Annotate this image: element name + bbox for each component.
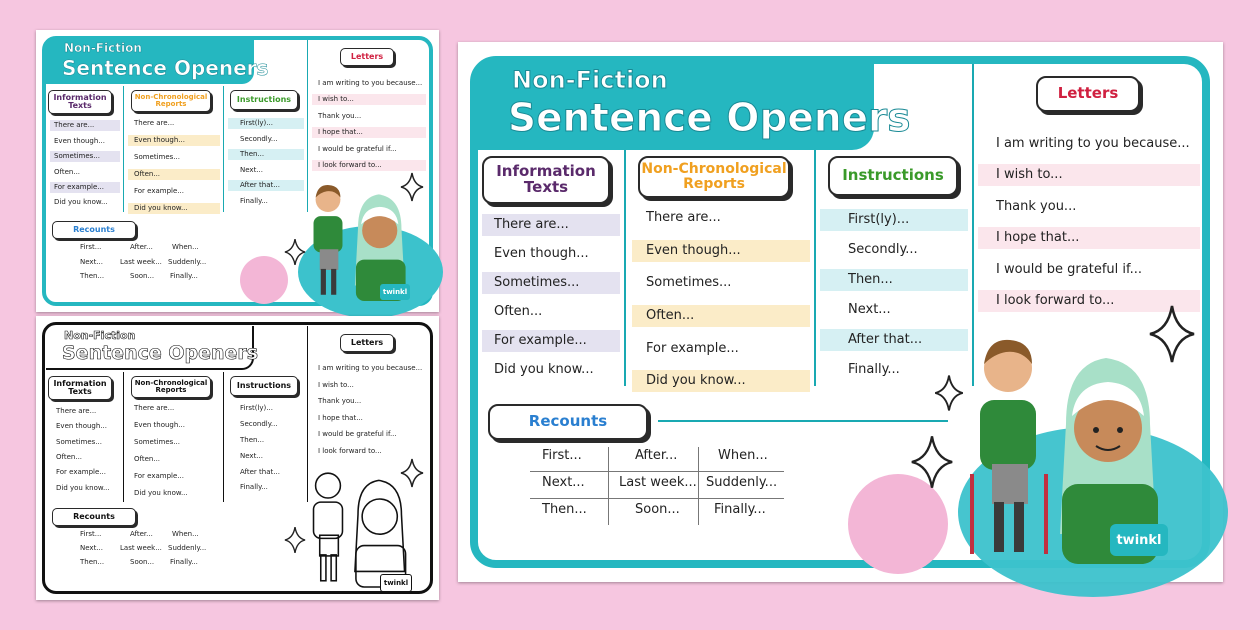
list-item: Next... [240,166,263,174]
recount-cell: Finally... [714,502,766,517]
recount-cell: After... [130,243,153,251]
recount-cell: Last week... [120,544,162,552]
list-item: I look forward to... [978,290,1200,312]
list-item: There are... [482,214,620,236]
list-item: For example... [646,341,739,356]
list-item: Often... [494,304,543,319]
list-item: Even though... [54,137,105,145]
list-item: Finally... [240,483,268,491]
twinkl-logo: twinkl [380,574,412,592]
divider-1 [123,372,124,502]
sparkle-icon [284,238,306,266]
list-item: There are... [50,120,120,131]
recount-grid-line [608,447,609,525]
header-instructions: Instructions [230,376,298,396]
twinkl-logo: twinkl [1110,524,1168,556]
header-non-chronological-reports: Non-Chronological Reports [131,90,211,112]
list-item: Often... [632,305,810,327]
list-item: Sometimes... [646,275,732,290]
recount-cell: Next... [80,544,103,552]
list-item: I would be grateful if... [996,262,1143,277]
list-item: For example... [134,472,184,480]
recount-cell: Suddenly... [168,544,207,552]
recount-cell: When... [172,243,199,251]
recounts-line [658,420,948,422]
header-letters: Letters [340,48,394,66]
list-item: Did you know... [128,203,220,214]
list-item: Often... [134,455,161,463]
list-item: Even though... [632,240,810,262]
list-item: Often... [128,169,220,180]
recount-cell: Suddenly... [706,475,778,490]
header-recounts: Recounts [52,221,136,239]
recount-cell: First... [80,243,102,251]
page-title: Sentence Openers [62,342,259,364]
list-item: Sometimes... [56,438,102,446]
list-item: Did you know... [56,484,110,492]
recount-cell: Then... [80,558,105,566]
page-title: Sentence Openers [62,56,269,80]
list-item: Did you know... [632,370,810,392]
header-information-texts: Information Texts [48,376,112,400]
recount-cell: Last week... [619,475,697,490]
list-item: Then... [240,436,265,444]
list-item: I hope that... [978,227,1200,249]
recount-cell: Next... [80,258,103,266]
recount-grid-line [530,471,784,472]
sparkle-icon [400,458,424,488]
list-item: Did you know... [54,198,108,206]
list-item: Sometimes... [134,438,180,446]
large-poster [458,42,1223,582]
list-item: Even though... [494,246,589,261]
list-item: After that... [228,180,304,191]
small-poster-bw [36,316,439,600]
header-recounts: Recounts [52,508,136,526]
list-item: Even though... [134,421,185,429]
recount-cell: Last week... [120,258,162,266]
list-item: I look forward to... [318,447,382,455]
header-instructions: Instructions [230,90,298,110]
list-item: Finally... [240,197,268,205]
list-item: There are... [646,210,721,225]
recount-cell: Then... [80,272,105,280]
list-item: Often... [54,168,81,176]
list-item: First(ly)... [228,118,304,129]
recount-cell: Next... [542,475,585,490]
recount-cell: Soon... [130,272,155,280]
list-item: There are... [134,119,175,127]
decor-pink-circle [240,256,288,304]
header-non-chronological-reports: Non-Chronological Reports [638,156,790,198]
recount-cell: When... [172,530,199,538]
list-item: First(ly)... [240,404,273,412]
recount-cell: First... [542,448,582,463]
list-item: Then... [820,269,968,291]
list-item: Sometimes... [482,272,620,294]
list-item: After that... [240,468,280,476]
title-small: Non-Fiction [64,329,136,342]
recount-cell: Then... [542,502,587,517]
list-item: Secondly... [240,135,278,143]
list-item: Thank you... [318,397,362,405]
recount-cell: First... [80,530,102,538]
recount-cell: Soon... [635,502,680,517]
list-item: Sometimes... [134,153,180,161]
list-item: Did you know... [494,362,594,377]
list-item: I wish to... [312,94,426,105]
divider-2 [814,150,816,386]
list-item: Next... [240,452,263,460]
header-information-texts: Information Texts [482,156,610,204]
children-outline-illustration [306,468,410,588]
list-item: For example... [134,187,184,195]
divider-1 [123,86,124,212]
header-information-texts: Information Texts [48,90,112,114]
list-item: Did you know... [134,489,188,497]
list-item: For example... [50,182,120,193]
list-item: I hope that... [318,414,363,422]
divider-1 [624,150,626,386]
list-item: I look forward to... [312,160,426,171]
sparkle-icon [284,526,306,554]
list-item: Thank you... [318,112,362,120]
list-item: I am writing to you because... [996,136,1190,151]
list-item: Secondly... [240,420,278,428]
divider-2 [223,86,224,212]
list-item: Sometimes... [50,151,120,162]
list-item: Finally... [848,362,900,377]
recount-cell: Finally... [170,558,198,566]
header-letters: Letters [1036,76,1140,112]
list-item: For example... [482,330,620,352]
list-item: Next... [848,302,891,317]
list-item: For example... [56,468,106,476]
title-small: Non-Fiction [512,66,668,94]
recount-cell: Suddenly... [168,258,207,266]
recount-cell: When... [718,448,768,463]
recount-grid-line [698,447,699,525]
small-poster-color [36,30,439,312]
list-item: Even though... [56,422,107,430]
list-item: Often... [56,453,83,461]
header-recounts: Recounts [488,404,648,440]
list-item: I would be grateful if... [318,430,397,438]
page-title: Sentence Openers [508,96,911,141]
list-item: I wish to... [318,381,354,389]
list-item: There are... [134,404,175,412]
divider-2 [223,372,224,502]
list-item: First(ly)... [820,209,968,231]
list-item: Secondly... [848,242,918,257]
list-item: I am writing to you because... [318,364,423,372]
sparkle-icon [910,434,954,490]
list-item: I would be grateful if... [318,145,397,153]
twinkl-logo: twinkl [380,284,410,300]
title-small: Non-Fiction [64,41,142,55]
list-item: I am writing to you because... [318,79,423,87]
header-instructions: Instructions [828,156,958,196]
list-item: I wish to... [978,164,1200,186]
list-item: Then... [228,149,304,160]
list-item: There are... [56,407,97,415]
recount-cell: Soon... [130,558,155,566]
list-item: I hope that... [312,127,426,138]
recount-cell: After... [130,530,153,538]
header-letters: Letters [340,334,394,352]
header-non-chronological-reports: Non-Chronological Reports [131,376,211,398]
recount-grid-line [530,498,784,499]
list-item: After that... [820,329,968,351]
sparkle-icon [934,374,964,412]
sparkle-icon [400,172,424,202]
recount-cell: Finally... [170,272,198,280]
recount-cell: After... [635,448,678,463]
list-item: Thank you... [996,199,1077,214]
list-item: Even though... [128,135,220,146]
